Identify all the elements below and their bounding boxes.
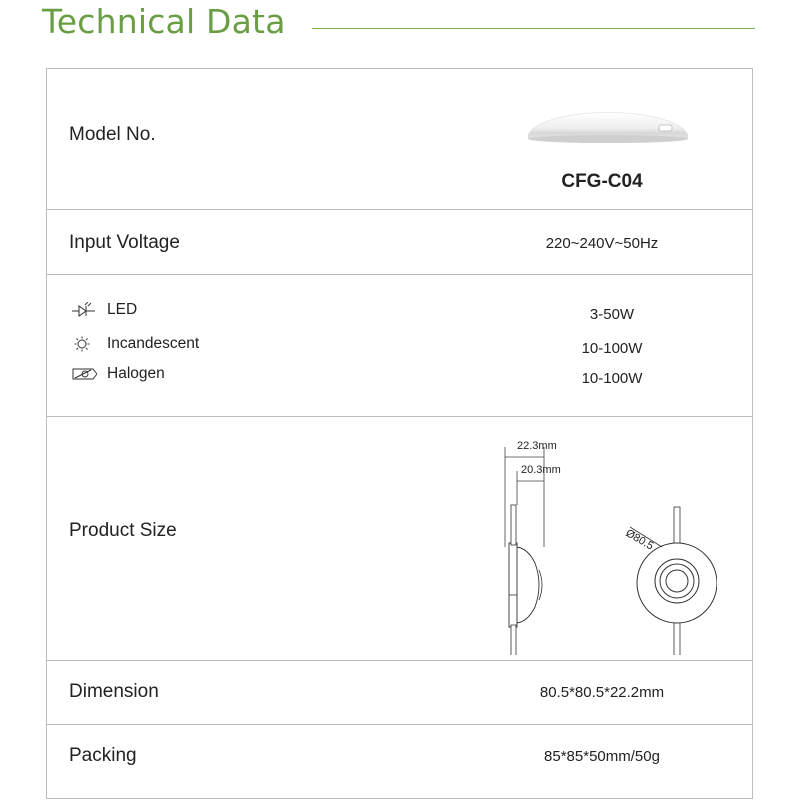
section-header (0, 0, 800, 60)
input-voltage-label: Input Voltage (69, 232, 180, 253)
load-value-led: 3-50W (589, 306, 635, 323)
load-item-led (71, 301, 137, 319)
incandescent-bulb-icon (71, 336, 97, 352)
row-product-size (47, 417, 752, 661)
load-label-halogen: Halogen (107, 365, 165, 382)
packing-label: Packing (69, 745, 137, 766)
row-dimension (47, 661, 752, 725)
product-size-label: Product Size (69, 520, 177, 541)
row-load-types (47, 275, 752, 417)
input-voltage-value: 220~240V~50Hz (545, 235, 659, 252)
row-packing (47, 725, 752, 798)
dim-total-depth: 22.3mm (517, 440, 557, 452)
model-number: CFG-C04 (561, 171, 643, 192)
row-model (47, 69, 752, 210)
spec-table (46, 68, 753, 799)
load-item-halogen (71, 365, 165, 383)
led-icon (71, 302, 97, 318)
load-value-incandescent: 10-100W (581, 340, 643, 357)
load-value-halogen: 10-100W (581, 370, 643, 387)
load-label-incandescent: Incandescent (107, 335, 200, 352)
page-title: Technical Data (42, 2, 286, 41)
dimension-label: Dimension (69, 681, 159, 702)
packing-value: 85*85*50mm/50g (544, 748, 660, 765)
dimension-value: 80.5*80.5*22.2mm (539, 684, 665, 701)
product-dimension-drawing (487, 435, 717, 655)
dim-body-depth: 20.3mm (521, 464, 561, 476)
header-divider (312, 28, 755, 29)
product-photo (525, 97, 691, 147)
dim-diameter: Ø80.5 (623, 527, 656, 553)
load-item-incandescent (71, 335, 199, 353)
model-label: Model No. (69, 124, 156, 145)
row-input-voltage (47, 210, 752, 275)
halogen-icon (71, 366, 97, 382)
load-label-led: LED (107, 301, 138, 318)
